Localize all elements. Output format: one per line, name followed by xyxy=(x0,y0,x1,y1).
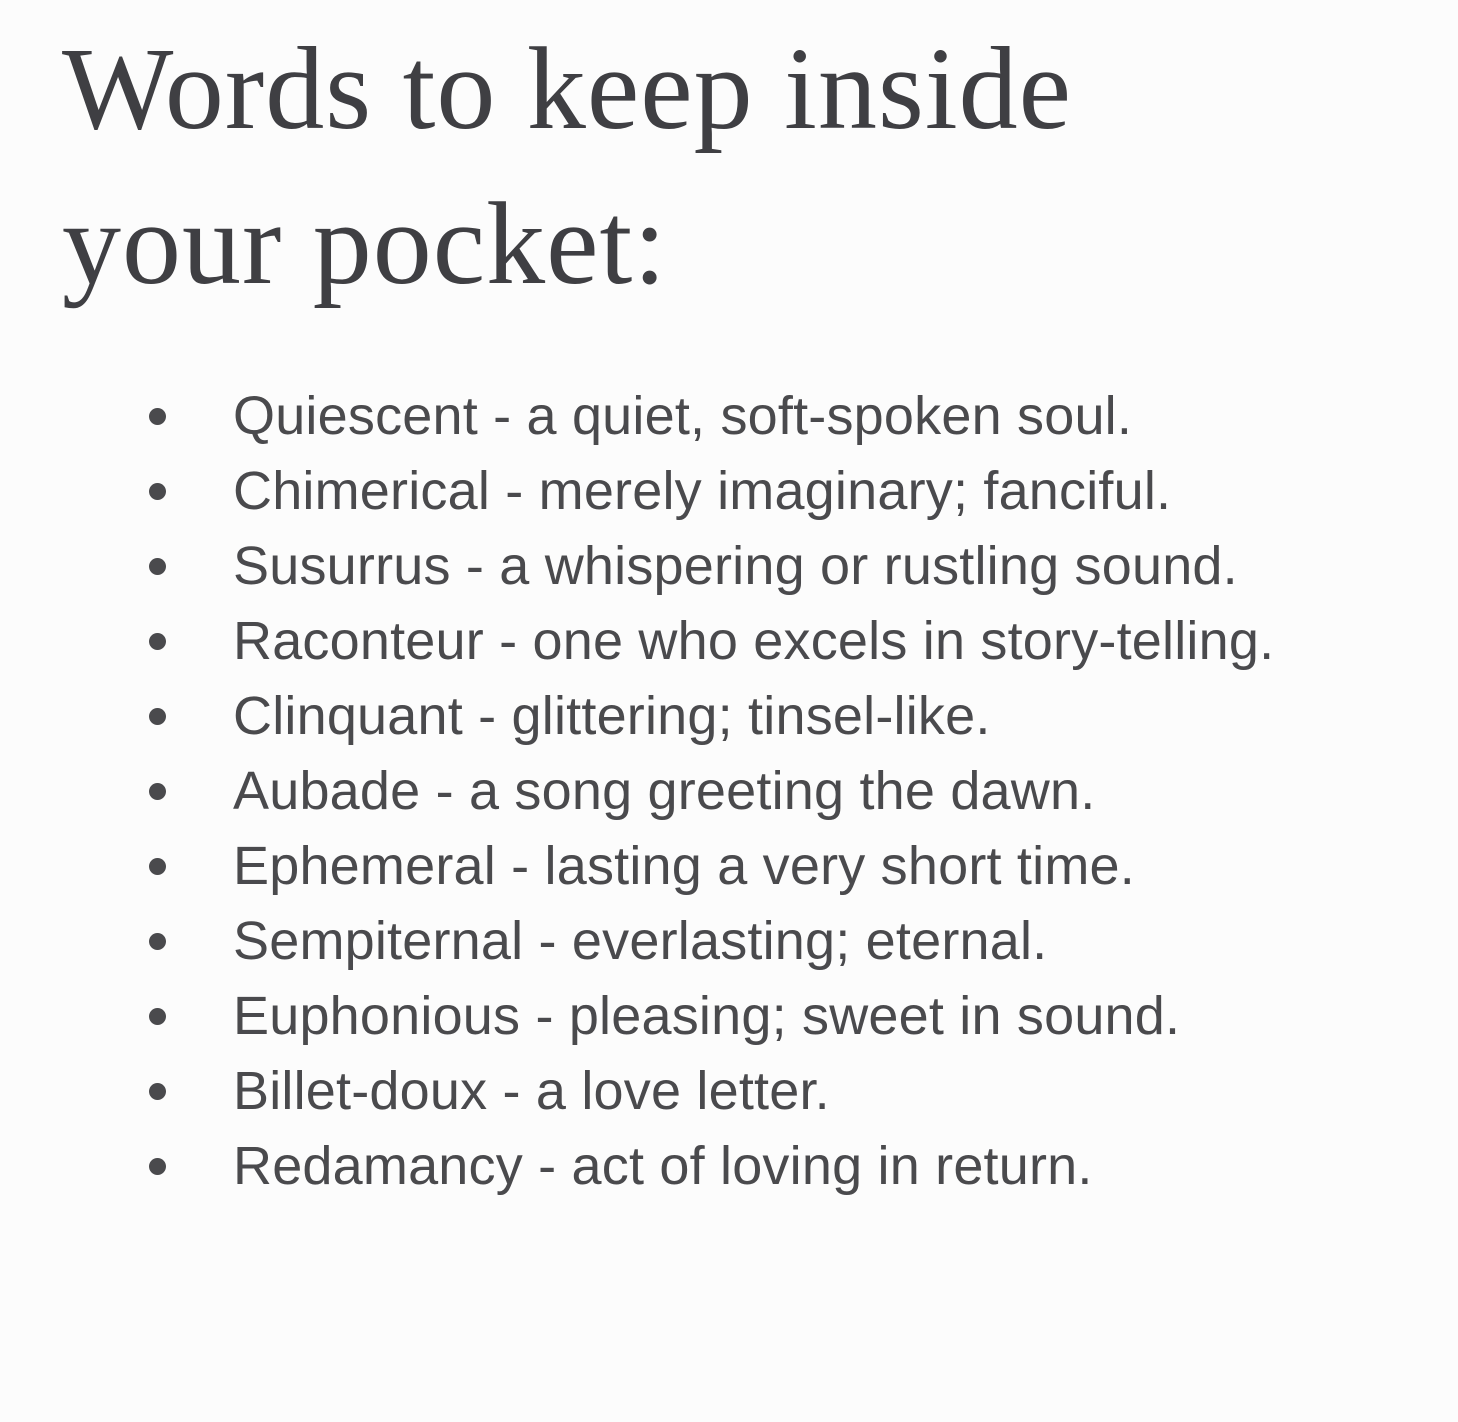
list-item xyxy=(0,604,1343,679)
list-item-text: Euphonious - pleasing; sweet in sound. xyxy=(233,986,1181,1047)
bullet-icon xyxy=(149,1083,166,1100)
bullet-icon xyxy=(149,708,166,725)
list-item-text: Susurrus - a whispering or rustling sound. xyxy=(233,536,1238,597)
list-item xyxy=(0,1129,1343,1204)
list-item xyxy=(0,529,1343,604)
page-title: Words to keep inside your pocket: xyxy=(62,23,1073,309)
list-item-text: Billet-doux - a love letter. xyxy=(233,1061,830,1122)
list-item xyxy=(0,679,1343,754)
list-item-text: Clinquant - glittering; tinsel-like. xyxy=(233,686,991,747)
bullet-icon xyxy=(149,1008,166,1025)
list-item-text: Quiescent - a quiet, soft-spoken soul. xyxy=(233,386,1133,447)
list-item-text: Sempiternal - everlasting; eternal. xyxy=(233,911,1048,972)
bullet-icon xyxy=(149,483,166,500)
list-item xyxy=(0,1054,1343,1129)
list-item xyxy=(0,904,1343,979)
list-item xyxy=(0,379,1343,454)
bullet-icon xyxy=(149,783,166,800)
bullet-icon xyxy=(149,633,166,650)
bullet-icon xyxy=(149,408,166,425)
bullet-icon xyxy=(149,558,166,575)
bullet-icon xyxy=(149,858,166,875)
list-item-text: Ephemeral - lasting a very short time. xyxy=(233,836,1135,897)
bullet-icon xyxy=(149,1158,166,1175)
list-item-text: Chimerical - merely imaginary; fanciful. xyxy=(233,461,1172,522)
word-list xyxy=(0,379,1458,1204)
list-item xyxy=(0,979,1343,1054)
bullet-icon xyxy=(149,933,166,950)
list-item-text: Aubade - a song greeting the dawn. xyxy=(233,761,1096,822)
list-item xyxy=(0,829,1343,904)
list-item xyxy=(0,754,1343,829)
list-item-text: Redamancy - act of loving in return. xyxy=(233,1136,1093,1197)
list-item-text: Raconteur - one who excels in story-telling. xyxy=(233,611,1275,672)
list-item xyxy=(0,454,1343,529)
